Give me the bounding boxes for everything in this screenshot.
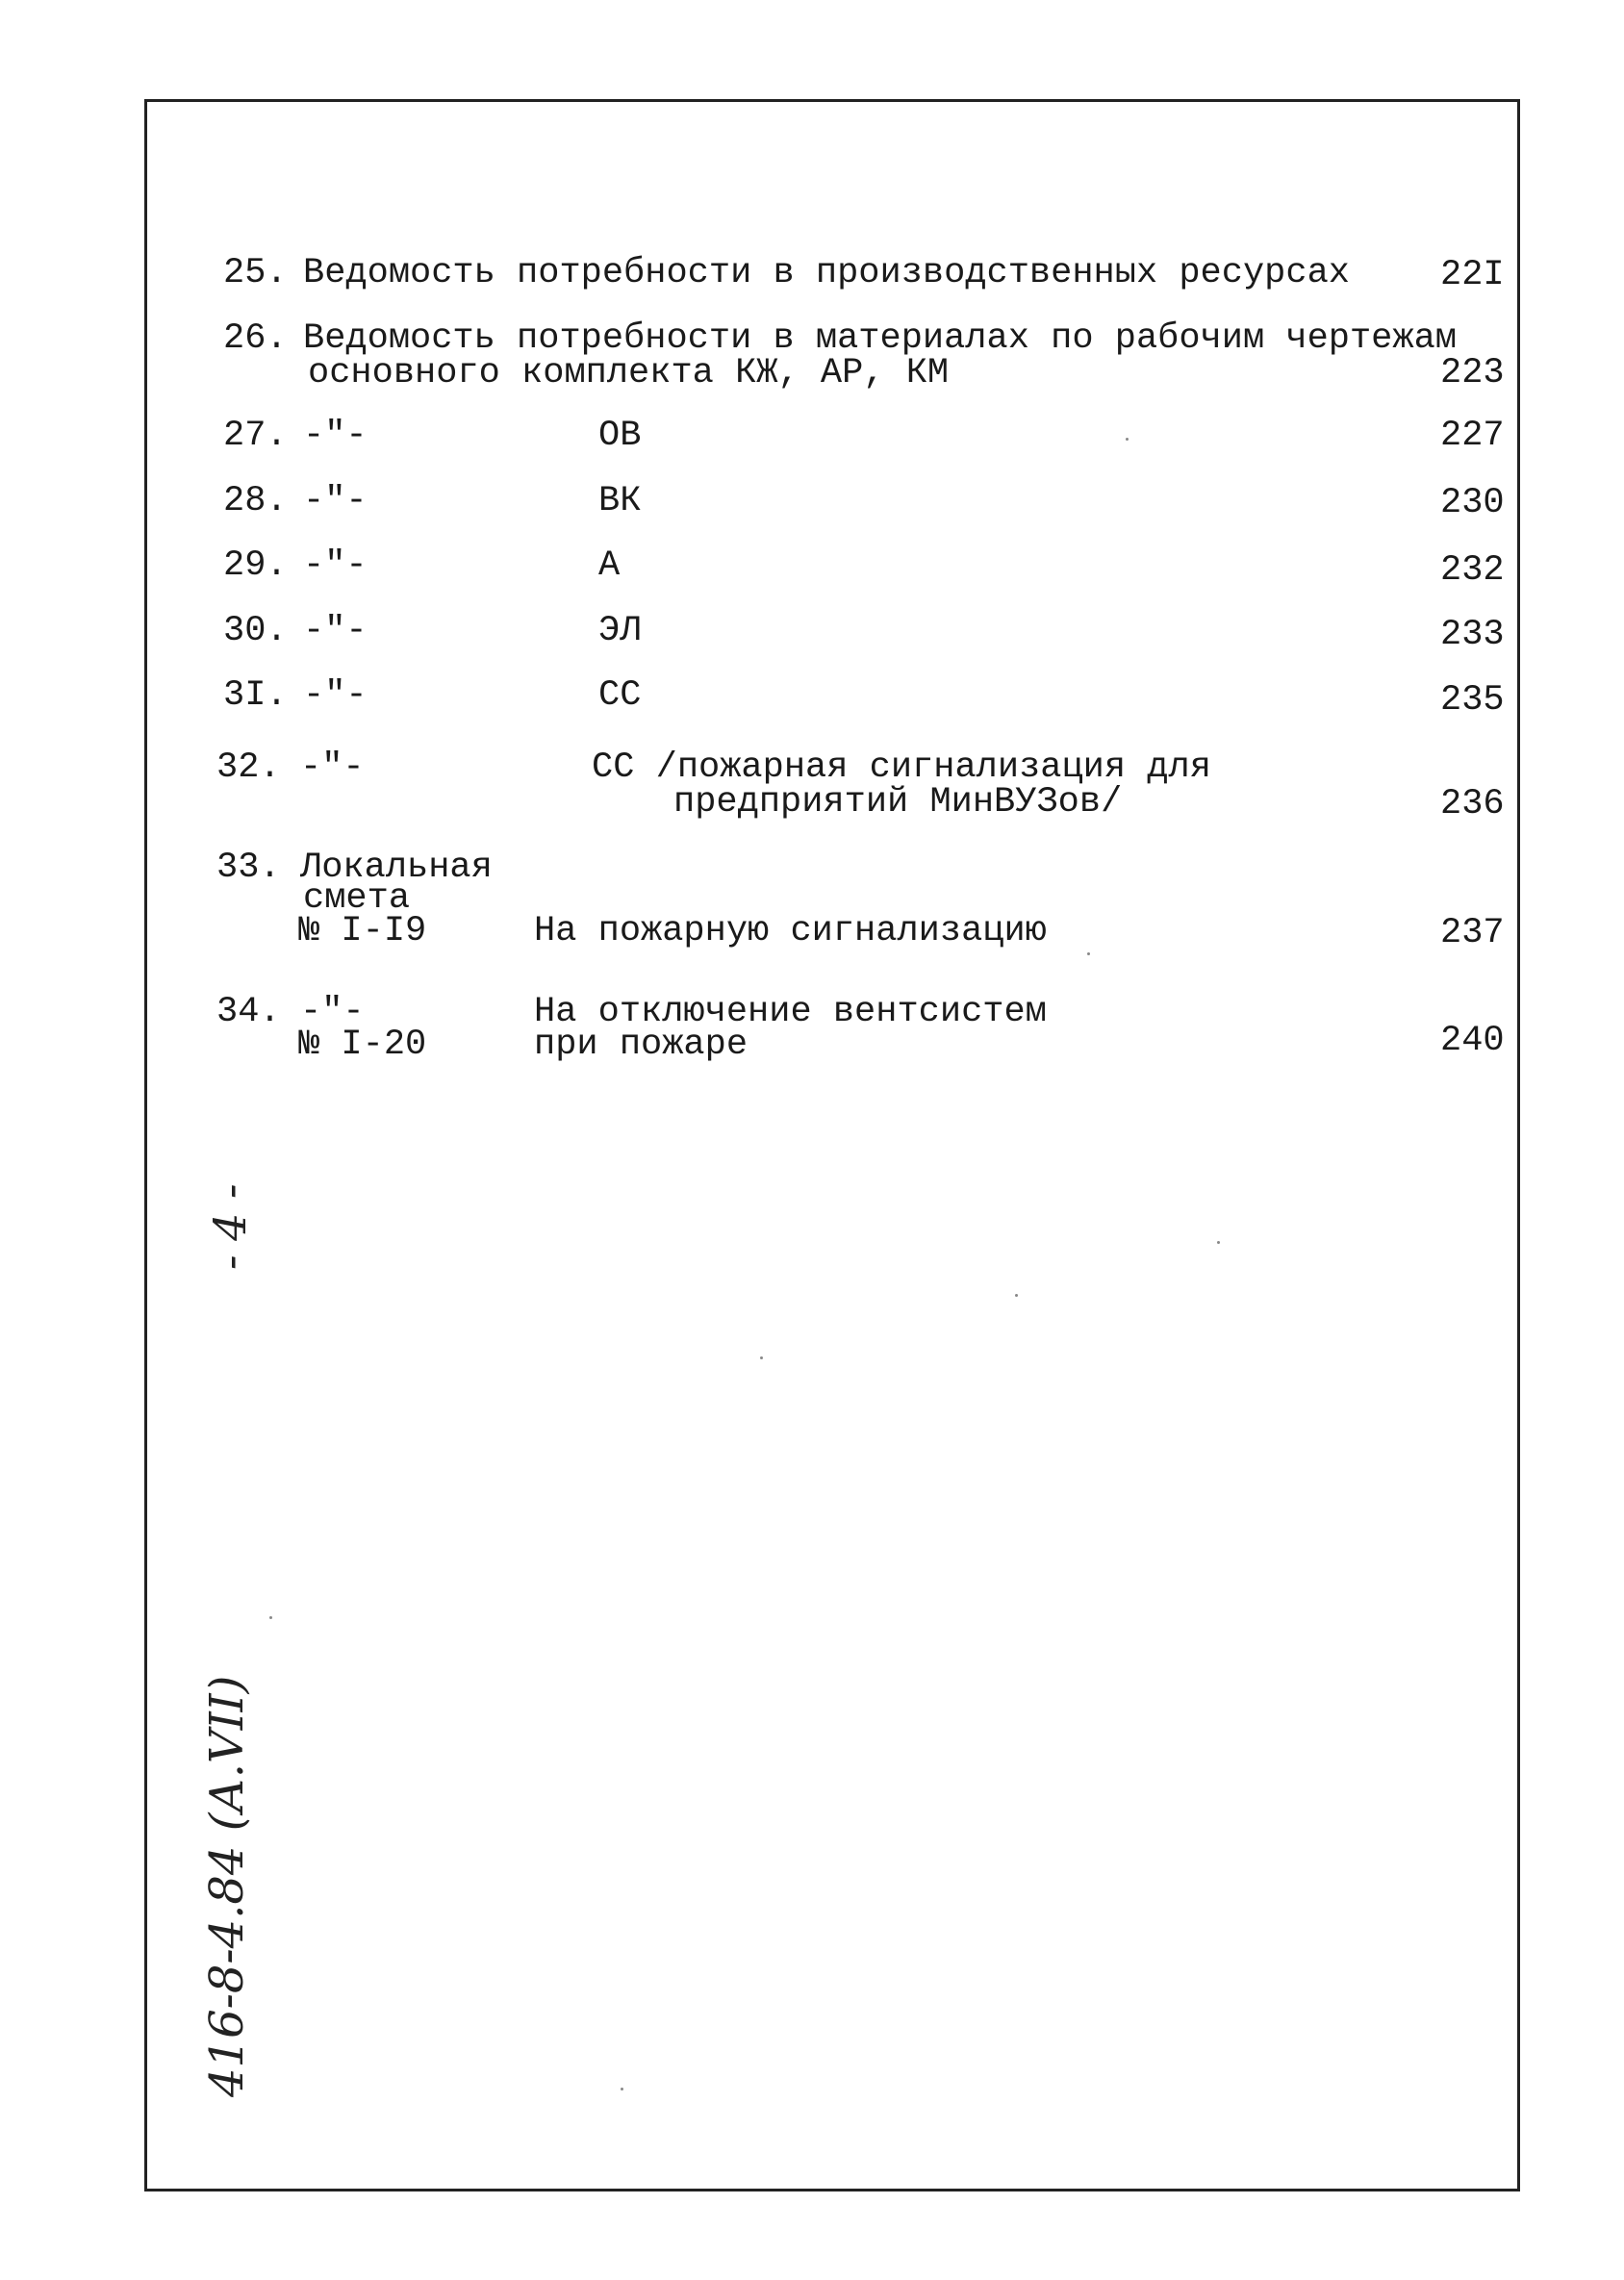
section-code: А [598, 545, 621, 586]
entry-number: 33. [216, 848, 281, 888]
entry-number: 29. [223, 545, 288, 586]
ditto-mark: -"- [303, 416, 368, 456]
page-frame [144, 99, 1520, 2191]
scan-speck [1217, 1241, 1220, 1244]
scan-speck [269, 1616, 272, 1619]
entry-number: 25. [223, 253, 288, 293]
ditto-mark: -"- [303, 545, 368, 586]
entry-number: 30. [223, 611, 288, 651]
scan-speck [1126, 438, 1129, 441]
entry-text: Ведомость потребности в производственных ресурсах [303, 253, 1350, 293]
scan-speck [1015, 1294, 1018, 1297]
section-code: СС /пожарная сигнализация для [592, 747, 1211, 788]
scan-speck [1087, 952, 1090, 955]
section-code: СС [598, 675, 642, 716]
page-number-marker: - 4 - [204, 1183, 256, 1270]
entry-page: 227 [1440, 416, 1505, 456]
scan-speck [760, 1356, 763, 1359]
estimate-number: № I-I9 [298, 911, 427, 951]
ditto-mark: -"- [303, 611, 368, 651]
entry-text-continuation: при пожаре [534, 1025, 749, 1065]
section-code: ЭЛ [598, 611, 642, 651]
entry-text: Ведомость потребности в материалах по рабочим чертежам [303, 318, 1457, 359]
section-code: ВК [598, 481, 642, 521]
handwritten-document-code: 416-8-4.84 (А.VII) [200, 1675, 254, 2097]
ditto-mark: -"- [303, 481, 368, 521]
entry-page: 22I [1440, 255, 1505, 295]
entry-text: На пожарную сигнализацию [534, 911, 1047, 951]
entry-page: 232 [1440, 550, 1505, 591]
entry-text-continuation: основного комплекта КЖ, АР, КМ [308, 353, 950, 393]
entry-number: 34. [216, 992, 281, 1032]
estimate-label: смета [303, 878, 411, 919]
entry-number: 32. [216, 747, 281, 788]
ditto-mark: -"- [303, 675, 368, 716]
entry-page: 237 [1440, 913, 1505, 953]
section-code: ОВ [598, 416, 642, 456]
entry-page: 223 [1440, 353, 1505, 393]
scan-speck [621, 2088, 623, 2090]
entry-number: 27. [223, 416, 288, 456]
section-code-continuation: предприятий МинВУЗов/ [673, 782, 1123, 823]
estimate-label: Локальная [300, 848, 493, 888]
entry-page: 236 [1440, 784, 1505, 824]
entry-page: 230 [1440, 483, 1505, 523]
entry-number: 3I. [223, 675, 288, 716]
entry-number: 26. [223, 318, 288, 359]
ditto-mark: -"- [300, 747, 365, 788]
entry-page: 233 [1440, 615, 1505, 655]
entry-page: 240 [1440, 1021, 1505, 1061]
ditto-mark: -"- [300, 992, 365, 1032]
entry-page: 235 [1440, 680, 1505, 721]
entry-text: На отключение вентсистем [534, 992, 1047, 1032]
estimate-number: № I-20 [298, 1025, 427, 1065]
entry-number: 28. [223, 481, 288, 521]
